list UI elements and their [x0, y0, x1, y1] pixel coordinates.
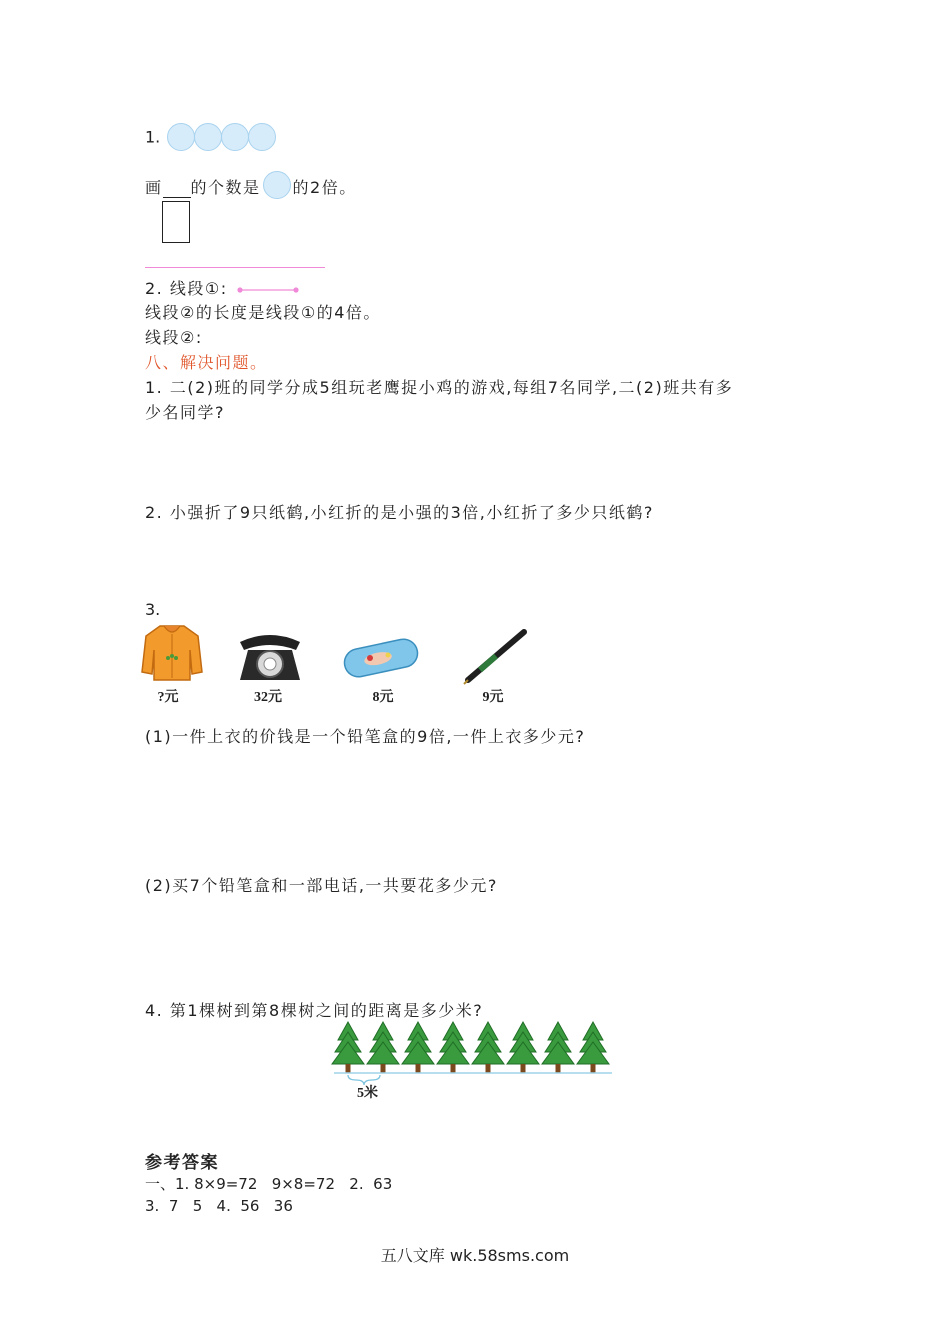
circle-icon — [248, 123, 276, 151]
circle-icon — [194, 123, 222, 151]
answer-blank — [163, 178, 191, 198]
problem-3-sub1: (1)一件上衣的价钱是一个铅笔盒的9倍,一件上衣多少元? — [145, 727, 586, 746]
footer-watermark: 五八文库 wk.58sms.com — [380, 1246, 570, 1265]
tree-icon — [542, 1022, 574, 1073]
problem-2: 2. 小强折了9只纸鹤,小红折的是小强的3倍,小红折了多少只纸鹤? — [145, 503, 654, 522]
segment-1-icon — [236, 284, 302, 296]
tree-icon — [507, 1022, 539, 1073]
answers-line1: 一、1. 8×9=72 9×8=72 2. 63 — [145, 1175, 393, 1193]
tree-gap-label: 5米 — [357, 1086, 378, 1101]
q2-line3: 线段②: — [145, 328, 203, 347]
problem-4: 4. 第1棵树到第8棵树之间的距离是多少米? — [145, 1001, 484, 1020]
q1-number: 1. — [145, 127, 161, 147]
pencil-box-icon — [340, 636, 422, 680]
tree-icon — [367, 1022, 399, 1073]
q1-circles-row — [145, 123, 276, 151]
problem-1-line1: 1. 二(2)班的同学分成5组玩老鹰捉小鸡的游戏,每组7名同学,二(2)班共有多 — [145, 378, 734, 397]
price-jacket: ?元 — [157, 690, 179, 705]
q1-statement — [145, 175, 357, 199]
q1-middle: 的个数是 — [190, 178, 261, 197]
q2-segment-label: 2. 线段①: — [145, 279, 228, 298]
answers-title: 参考答案 — [145, 1153, 219, 1173]
tree-icon — [577, 1022, 609, 1073]
answers-line2: 3. 7 5 4. 56 36 — [145, 1197, 293, 1215]
price-telephone: 32元 — [254, 690, 282, 705]
section-heading: 八、解决问题。 — [145, 353, 268, 372]
tree-icon — [402, 1022, 434, 1073]
answer-box — [162, 201, 190, 243]
circle-icon — [263, 171, 291, 199]
jacket-icon — [140, 620, 204, 684]
q1-suffix: 的2倍。 — [292, 178, 357, 197]
divider-line — [145, 267, 325, 268]
price-pencil-box: 8元 — [372, 690, 394, 705]
problem-1-line2: 少名同学? — [145, 403, 225, 422]
price-pen: 9元 — [482, 690, 504, 705]
circle-icon — [221, 123, 249, 151]
pen-icon — [460, 626, 530, 686]
tree-icon — [332, 1022, 364, 1073]
q2-line2: 线段②的长度是线段①的4倍。 — [145, 303, 381, 322]
telephone-icon — [236, 630, 304, 684]
q1-prefix: 画 — [145, 178, 163, 197]
tree-icon — [437, 1022, 469, 1073]
tree-icon — [472, 1022, 504, 1073]
circle-icon — [167, 123, 195, 151]
q2-line1 — [145, 276, 302, 299]
problem-3-sub2: (2)买7个铅笔盒和一部电话,一共要花多少元? — [145, 876, 498, 895]
problem-3-number: 3. — [145, 600, 161, 619]
